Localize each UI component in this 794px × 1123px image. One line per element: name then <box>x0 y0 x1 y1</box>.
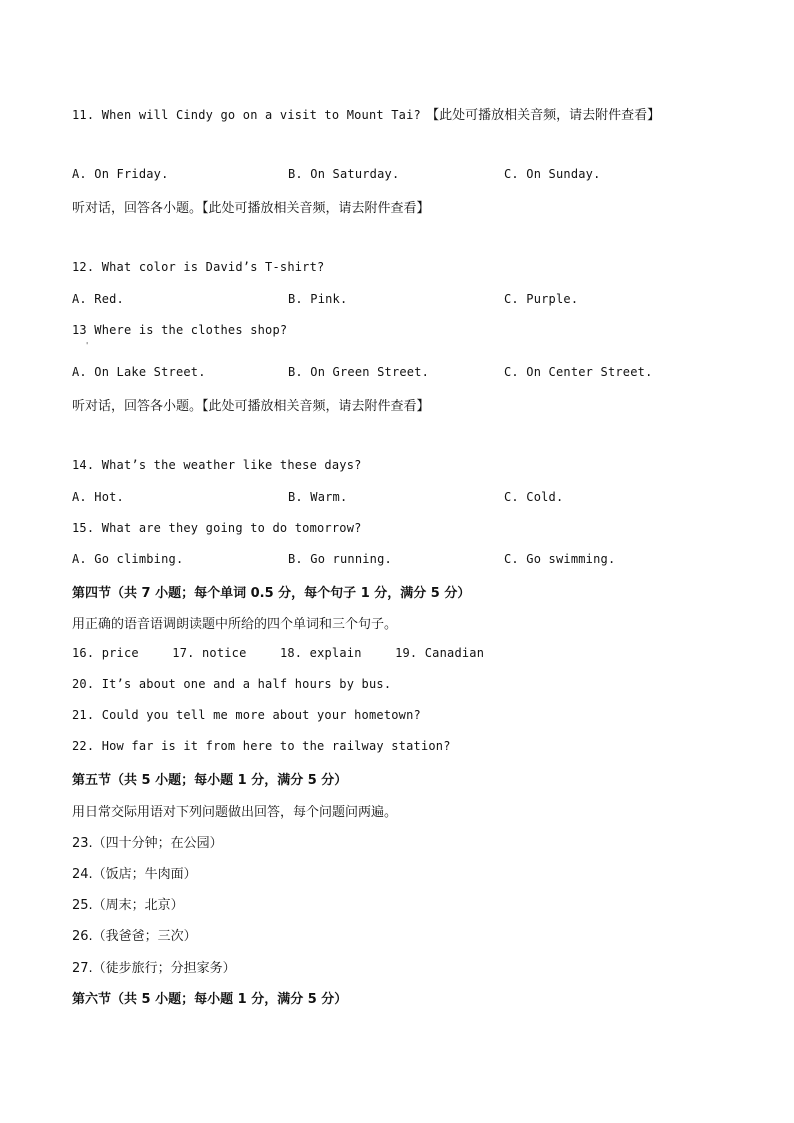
sentence-item: 21. Could you tell me more about your hometown? <box>72 708 421 722</box>
section-5-instruction: 用日常交际用语对下列问题做出回答，每个问题问两遍。 <box>72 805 398 820</box>
question-11 <box>72 104 660 123</box>
option-b: B. Go running. <box>288 552 392 566</box>
question-14-text: 14. What’s the weather like these days? <box>72 458 362 472</box>
option-b: B. Pink. <box>288 292 348 306</box>
section-6-heading: 第六节（共 5 小题；每小题 1 分，满分 5 分） <box>72 992 348 1007</box>
word-item: 19. Canadian <box>395 646 485 660</box>
response-item: 23.（四十分钟；在公园） <box>72 836 223 851</box>
section-4-instruction: 用正确的语音语调朗读题中所给的四个单词和三个句子。 <box>72 617 398 632</box>
question-13-text: 13 Where is the clothes shop? <box>72 323 288 337</box>
option-c: C. Purple. <box>504 292 579 306</box>
response-item: 24.（饭店；牛肉面） <box>72 867 197 882</box>
option-a: A. On Lake Street. <box>72 365 206 379</box>
option-b: B. On Green Street. <box>288 365 430 379</box>
option-b: B. On Saturday. <box>288 167 400 181</box>
option-b: B. Warm. <box>288 490 348 504</box>
option-a: A. On Friday. <box>72 167 169 181</box>
option-a: A. Red. <box>72 292 124 306</box>
word-item: 16. price <box>72 646 139 660</box>
dialog-instruction: 听对话，回答各小题。【此处可播放相关音频，请去附件查看】 <box>72 201 430 216</box>
word-list <box>72 646 510 660</box>
option-a: A. Go climbing. <box>72 552 184 566</box>
word-item: 17. notice <box>172 646 247 660</box>
option-c: C. On Sunday. <box>504 167 601 181</box>
sentence-item: 20. It’s about one and a half hours by bus. <box>72 677 392 691</box>
dialog-instruction: 听对话，回答各小题。【此处可播放相关音频，请去附件查看】 <box>72 399 430 414</box>
response-item: 27.（徒步旅行；分担家务） <box>72 961 236 976</box>
audio-note[interactable]: 【此处可播放相关音频，请去附件查看】 <box>426 108 661 123</box>
section-5-heading: 第五节（共 5 小题；每小题 1 分，满分 5 分） <box>72 773 348 788</box>
option-c: C. Go swimming. <box>504 552 616 566</box>
option-a: A. Hot. <box>72 490 124 504</box>
option-c: C. On Center Street. <box>504 365 653 379</box>
question-11-text: 11. When will Cindy go on a visit to Mount Tai? <box>72 108 421 122</box>
stray-mark: ' <box>86 341 89 350</box>
question-15-text: 15. What are they going to do tomorrow? <box>72 521 362 535</box>
section-4-heading: 第四节（共 7 小题；每个单词 0.5 分，每个句子 1 分，满分 5 分） <box>72 586 471 601</box>
question-12-text: 12. What color is David’s T-shirt? <box>72 260 325 274</box>
option-c: C. Cold. <box>504 490 564 504</box>
word-item: 18. explain <box>279 646 362 660</box>
sentence-item: 22. How far is it from here to the railway station? <box>72 739 451 753</box>
response-item: 26.（我爸爸；三次） <box>72 929 197 944</box>
response-item: 25.（周末；北京） <box>72 898 184 913</box>
